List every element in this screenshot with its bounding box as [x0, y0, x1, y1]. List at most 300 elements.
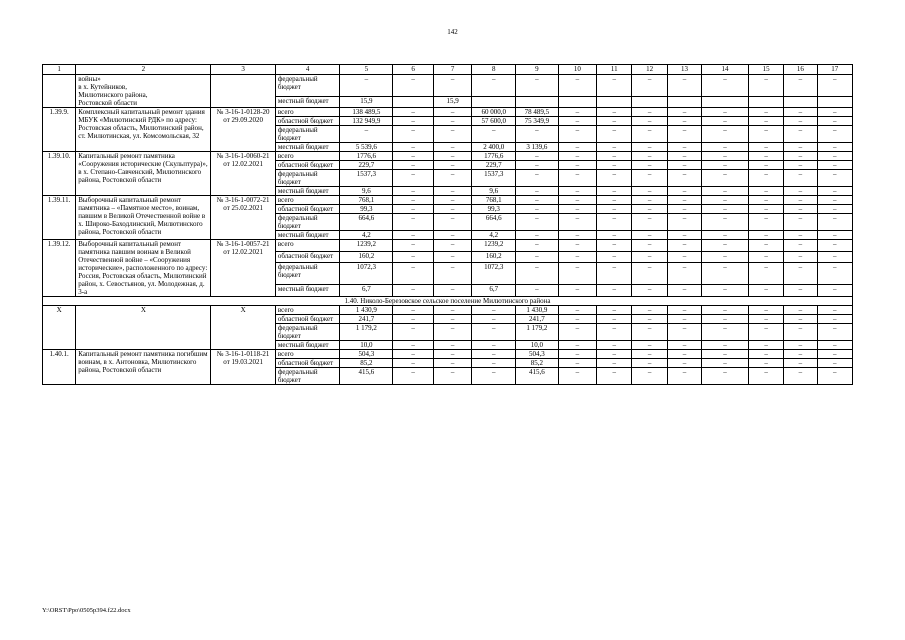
value-cell: –	[817, 251, 852, 263]
object-name: войны» в х. Кутейников, Милютинского района, Ростовской области	[76, 75, 211, 108]
value-cell: –	[558, 161, 596, 170]
value-cell: –	[393, 306, 434, 315]
value-cell: –	[472, 359, 516, 368]
value-cell: 78 489,5	[516, 108, 559, 117]
value-cell: –	[472, 315, 516, 324]
value-cell: –	[597, 108, 632, 117]
document-number: № 3-16-1-0072-21 от 25.02.2021	[211, 196, 275, 240]
value-cell: –	[516, 187, 559, 196]
value-cell	[597, 96, 632, 107]
value-cell: 2 400,0	[472, 143, 516, 152]
value-cell: –	[667, 108, 701, 117]
value-cell: –	[433, 231, 471, 240]
value-cell: –	[667, 75, 701, 97]
value-cell: –	[558, 205, 596, 214]
value-cell: –	[393, 205, 434, 214]
document-number: X	[211, 306, 275, 350]
value-cell: –	[784, 368, 817, 385]
value-cell: 504,3	[340, 350, 393, 359]
funding-source: областной бюджет	[275, 205, 339, 214]
value-cell: –	[472, 350, 516, 359]
value-cell: –	[702, 214, 749, 231]
value-cell: –	[433, 285, 471, 297]
value-cell: –	[667, 152, 701, 161]
table-row	[43, 75, 853, 97]
value-cell: –	[433, 350, 471, 359]
value-cell: –	[632, 143, 667, 152]
value-cell: –	[558, 350, 596, 359]
value-cell: –	[393, 341, 434, 350]
value-cell: –	[597, 324, 632, 341]
section-title: 1.40. Николо-Березовское сельское поселение Милютинского района	[43, 297, 853, 306]
row-number: 1.39.9.	[43, 108, 76, 152]
value-cell: –	[632, 306, 667, 315]
value-cell: 241,7	[340, 315, 393, 324]
value-cell: –	[597, 170, 632, 187]
value-cell: –	[393, 263, 434, 285]
value-cell: –	[516, 263, 559, 285]
value-cell: 9,6	[340, 187, 393, 196]
value-cell: –	[817, 152, 852, 161]
value-cell: –	[632, 251, 667, 263]
value-cell: –	[393, 350, 434, 359]
object-name: Выборочный капитальный ремонт памятника – «Памятное место», воинам, павшим в Великой Отечественной войне в х. Широко-Баходлинский, Милютинского района, Ростовской области	[76, 196, 211, 240]
value-cell: –	[393, 143, 434, 152]
value-cell: 160,2	[472, 251, 516, 263]
funding-source: местный бюджет	[275, 187, 339, 196]
value-cell: –	[667, 143, 701, 152]
column-header: 7	[433, 65, 471, 75]
value-cell: –	[817, 143, 852, 152]
value-cell: 3 139,6	[516, 143, 559, 152]
value-cell: –	[597, 306, 632, 315]
value-cell: –	[748, 196, 783, 205]
value-cell: –	[702, 126, 749, 143]
value-cell: –	[558, 75, 596, 97]
value-cell: –	[748, 75, 783, 97]
value-cell: –	[558, 368, 596, 385]
value-cell: –	[784, 231, 817, 240]
value-cell: –	[597, 126, 632, 143]
value-cell: –	[748, 285, 783, 297]
value-cell: 15,9	[340, 96, 393, 107]
value-cell: –	[472, 75, 516, 97]
column-header: 15	[748, 65, 783, 75]
object-name: Комплексный капитальный ремонт здания МБУК «Милютинский РДК» по адресу: Ростовская область, Милютинский район, ст. Милютинская, ул. Комсомольская, 32	[76, 108, 211, 152]
value-cell: –	[597, 350, 632, 359]
value-cell: –	[784, 126, 817, 143]
value-cell: –	[748, 315, 783, 324]
value-cell: –	[748, 231, 783, 240]
value-cell: –	[748, 214, 783, 231]
value-cell: –	[597, 359, 632, 368]
value-cell	[748, 96, 783, 107]
value-cell: –	[667, 170, 701, 187]
column-header: 6	[393, 65, 434, 75]
funding-source: местный бюджет	[275, 341, 339, 350]
value-cell: –	[632, 196, 667, 205]
value-cell: 768,1	[340, 196, 393, 205]
value-cell: –	[748, 240, 783, 252]
column-header: 1	[43, 65, 76, 75]
table-row	[43, 152, 853, 161]
value-cell: –	[632, 187, 667, 196]
value-cell: 1776,6	[340, 152, 393, 161]
value-cell: –	[558, 306, 596, 315]
value-cell: 1 179,2	[516, 324, 559, 341]
value-cell: –	[558, 231, 596, 240]
value-cell: –	[516, 205, 559, 214]
value-cell: –	[784, 170, 817, 187]
value-cell: 768,1	[472, 196, 516, 205]
value-cell: –	[433, 359, 471, 368]
value-cell: –	[433, 306, 471, 315]
funding-source: федеральный бюджет	[275, 324, 339, 341]
section-row	[43, 297, 853, 306]
value-cell: 85,2	[340, 359, 393, 368]
value-cell: 1239,2	[472, 240, 516, 252]
value-cell: –	[748, 368, 783, 385]
value-cell: 15,9	[433, 96, 471, 107]
funding-source: местный бюджет	[275, 231, 339, 240]
value-cell: –	[433, 251, 471, 263]
value-cell: –	[702, 341, 749, 350]
value-cell: –	[393, 324, 434, 341]
value-cell: –	[558, 126, 596, 143]
value-cell: –	[433, 214, 471, 231]
value-cell: –	[817, 205, 852, 214]
header-row	[43, 65, 853, 75]
value-cell: –	[597, 214, 632, 231]
value-cell: –	[516, 161, 559, 170]
value-cell: –	[748, 306, 783, 315]
value-cell	[632, 96, 667, 107]
value-cell: –	[516, 196, 559, 205]
value-cell: –	[558, 187, 596, 196]
value-cell: –	[817, 240, 852, 252]
value-cell: –	[632, 161, 667, 170]
value-cell: –	[784, 75, 817, 97]
value-cell: –	[702, 143, 749, 152]
column-header: 13	[667, 65, 701, 75]
value-cell: –	[702, 315, 749, 324]
value-cell: –	[433, 263, 471, 285]
value-cell: –	[817, 214, 852, 231]
value-cell: 229,7	[340, 161, 393, 170]
value-cell: –	[632, 170, 667, 187]
value-cell: –	[667, 117, 701, 126]
value-cell: –	[784, 205, 817, 214]
value-cell: 75 349,9	[516, 117, 559, 126]
value-cell: –	[748, 187, 783, 196]
value-cell: 4,2	[340, 231, 393, 240]
value-cell: –	[472, 324, 516, 341]
budget-table	[42, 64, 853, 385]
table-row	[43, 306, 853, 315]
value-cell: 1072,3	[340, 263, 393, 285]
funding-source: федеральный бюджет	[275, 214, 339, 231]
value-cell: –	[433, 196, 471, 205]
value-cell: –	[667, 231, 701, 240]
value-cell: –	[516, 170, 559, 187]
value-cell: –	[702, 108, 749, 117]
value-cell: –	[784, 187, 817, 196]
value-cell: –	[597, 263, 632, 285]
value-cell: –	[472, 306, 516, 315]
value-cell: –	[817, 75, 852, 97]
column-header: 10	[558, 65, 596, 75]
table-row	[43, 240, 853, 252]
value-cell	[558, 96, 596, 107]
value-cell: –	[702, 251, 749, 263]
value-cell: –	[516, 240, 559, 252]
funding-source: федеральный бюджет	[275, 368, 339, 385]
value-cell: –	[433, 324, 471, 341]
value-cell: –	[748, 161, 783, 170]
value-cell: –	[784, 196, 817, 205]
value-cell: –	[748, 205, 783, 214]
value-cell: –	[702, 285, 749, 297]
value-cell: –	[393, 240, 434, 252]
value-cell: 1776,6	[472, 152, 516, 161]
value-cell: –	[817, 306, 852, 315]
value-cell: 1537,3	[340, 170, 393, 187]
value-cell: –	[784, 285, 817, 297]
value-cell: –	[632, 359, 667, 368]
value-cell: –	[667, 196, 701, 205]
value-cell: –	[748, 359, 783, 368]
value-cell: –	[516, 75, 559, 97]
footer-file-path: Y:\ORST\Ppo\0505p394.f22.docx	[42, 607, 131, 614]
object-name: Капитальный ремонт памятника погибшим воинам, в х. Антоновка, Милютинского района, Ростовской области	[76, 350, 211, 385]
value-cell: –	[393, 187, 434, 196]
value-cell: –	[667, 324, 701, 341]
table-row	[43, 350, 853, 359]
value-cell: –	[340, 75, 393, 97]
value-cell: –	[393, 152, 434, 161]
value-cell	[393, 96, 434, 107]
value-cell: –	[433, 117, 471, 126]
value-cell: –	[433, 240, 471, 252]
value-cell: –	[597, 117, 632, 126]
value-cell: –	[558, 285, 596, 297]
value-cell: –	[702, 196, 749, 205]
funding-source: местный бюджет	[275, 143, 339, 152]
value-cell: –	[558, 359, 596, 368]
value-cell: –	[632, 368, 667, 385]
value-cell: –	[597, 231, 632, 240]
value-cell: –	[817, 359, 852, 368]
value-cell	[817, 96, 852, 107]
value-cell: –	[702, 324, 749, 341]
value-cell: –	[393, 359, 434, 368]
value-cell: –	[667, 350, 701, 359]
value-cell: –	[667, 251, 701, 263]
value-cell: –	[597, 240, 632, 252]
funding-source: федеральный бюджет	[275, 75, 339, 97]
value-cell: –	[632, 240, 667, 252]
funding-source: федеральный бюджет	[275, 126, 339, 143]
value-cell: –	[632, 263, 667, 285]
value-cell: –	[558, 240, 596, 252]
row-number: X	[43, 306, 76, 350]
column-header: 8	[472, 65, 516, 75]
value-cell: –	[558, 341, 596, 350]
value-cell: –	[597, 187, 632, 196]
value-cell: –	[702, 368, 749, 385]
row-number: 1.40.1.	[43, 350, 76, 385]
value-cell: –	[597, 315, 632, 324]
value-cell: 1 430,9	[340, 306, 393, 315]
value-cell: –	[667, 263, 701, 285]
value-cell: –	[558, 315, 596, 324]
value-cell: 1072,3	[472, 263, 516, 285]
value-cell: –	[748, 170, 783, 187]
value-cell: 1537,3	[472, 170, 516, 187]
row-number: 1.39.10.	[43, 152, 76, 196]
value-cell: –	[702, 75, 749, 97]
value-cell: –	[632, 126, 667, 143]
funding-source: всего	[275, 196, 339, 205]
funding-source: всего	[275, 152, 339, 161]
value-cell: –	[702, 117, 749, 126]
column-header: 16	[784, 65, 817, 75]
value-cell: –	[340, 126, 393, 143]
value-cell: 1239,2	[340, 240, 393, 252]
value-cell: –	[393, 161, 434, 170]
value-cell: 229,7	[472, 161, 516, 170]
funding-source: местный бюджет	[275, 96, 339, 107]
value-cell: 60 000,0	[472, 108, 516, 117]
value-cell: –	[632, 214, 667, 231]
value-cell: –	[817, 341, 852, 350]
value-cell: –	[597, 205, 632, 214]
column-header: 12	[632, 65, 667, 75]
value-cell: –	[817, 196, 852, 205]
column-header: 2	[76, 65, 211, 75]
value-cell: –	[632, 75, 667, 97]
value-cell: –	[393, 315, 434, 324]
object-name: Выборочный капитальный ремонт памятника павшим воинам в Великой Отечественной войне – «Сооружения исторические», расположенного по адресу: Россия, Ростовская область, Милютинский район, х. Севостьянов, ул. Молодежная, д. 3-а	[76, 240, 211, 297]
value-cell: –	[748, 126, 783, 143]
value-cell: –	[784, 350, 817, 359]
value-cell: –	[393, 126, 434, 143]
value-cell: –	[393, 75, 434, 97]
value-cell: –	[817, 231, 852, 240]
value-cell: –	[597, 161, 632, 170]
value-cell: –	[748, 263, 783, 285]
value-cell: –	[632, 350, 667, 359]
row-number: 1.39.12.	[43, 240, 76, 297]
value-cell: 9,6	[472, 187, 516, 196]
document-number: № 3-16-1-0118-21 от 19.03.2021	[211, 350, 275, 385]
value-cell: 99,3	[340, 205, 393, 214]
value-cell: –	[558, 196, 596, 205]
value-cell: –	[702, 240, 749, 252]
value-cell: 4,2	[472, 231, 516, 240]
value-cell: –	[433, 187, 471, 196]
value-cell: –	[702, 187, 749, 196]
object-name: X	[76, 306, 211, 350]
document-number: № 3-16-1-0057-21 от 12.02.2021	[211, 240, 275, 297]
column-header: 5	[340, 65, 393, 75]
value-cell: –	[632, 315, 667, 324]
value-cell: –	[597, 285, 632, 297]
column-header: 11	[597, 65, 632, 75]
value-cell: –	[433, 161, 471, 170]
value-cell: –	[558, 117, 596, 126]
value-cell: –	[748, 324, 783, 341]
value-cell: 99,3	[472, 205, 516, 214]
value-cell: –	[817, 108, 852, 117]
value-cell: –	[817, 170, 852, 187]
column-header: 17	[817, 65, 852, 75]
value-cell: –	[702, 350, 749, 359]
value-cell: –	[393, 251, 434, 263]
value-cell: 10,0	[340, 341, 393, 350]
value-cell: –	[632, 152, 667, 161]
row-number: 1.39.11.	[43, 196, 76, 240]
value-cell: –	[667, 187, 701, 196]
value-cell: –	[393, 231, 434, 240]
value-cell	[702, 96, 749, 107]
value-cell: –	[433, 108, 471, 117]
value-cell: –	[784, 240, 817, 252]
value-cell: 160,2	[340, 251, 393, 263]
value-cell: –	[632, 285, 667, 297]
value-cell: –	[393, 214, 434, 231]
value-cell: –	[597, 368, 632, 385]
row-number	[43, 75, 76, 108]
value-cell: –	[784, 152, 817, 161]
funding-source: всего	[275, 108, 339, 117]
value-cell	[667, 96, 701, 107]
value-cell: 10,0	[516, 341, 559, 350]
value-cell: –	[817, 315, 852, 324]
value-cell: –	[597, 152, 632, 161]
value-cell: –	[393, 117, 434, 126]
value-cell: –	[817, 324, 852, 341]
funding-source: всего	[275, 240, 339, 252]
value-cell: –	[784, 324, 817, 341]
value-cell: –	[817, 117, 852, 126]
value-cell: –	[632, 205, 667, 214]
value-cell: –	[748, 350, 783, 359]
value-cell: –	[817, 161, 852, 170]
value-cell: –	[433, 368, 471, 385]
value-cell: –	[558, 152, 596, 161]
value-cell: –	[516, 152, 559, 161]
value-cell: –	[558, 324, 596, 341]
value-cell: –	[784, 306, 817, 315]
value-cell: –	[558, 170, 596, 187]
value-cell: –	[597, 75, 632, 97]
value-cell: –	[516, 214, 559, 231]
value-cell: –	[558, 143, 596, 152]
value-cell: 138 489,5	[340, 108, 393, 117]
value-cell	[472, 96, 516, 107]
value-cell: –	[632, 117, 667, 126]
funding-source: федеральный бюджет	[275, 170, 339, 187]
funding-source: местный бюджет	[275, 285, 339, 297]
value-cell: 85,2	[516, 359, 559, 368]
value-cell: –	[516, 251, 559, 263]
value-cell: –	[784, 143, 817, 152]
page-number: 142	[447, 28, 458, 36]
value-cell: –	[817, 187, 852, 196]
value-cell: 132 949,9	[340, 117, 393, 126]
value-cell: –	[667, 240, 701, 252]
